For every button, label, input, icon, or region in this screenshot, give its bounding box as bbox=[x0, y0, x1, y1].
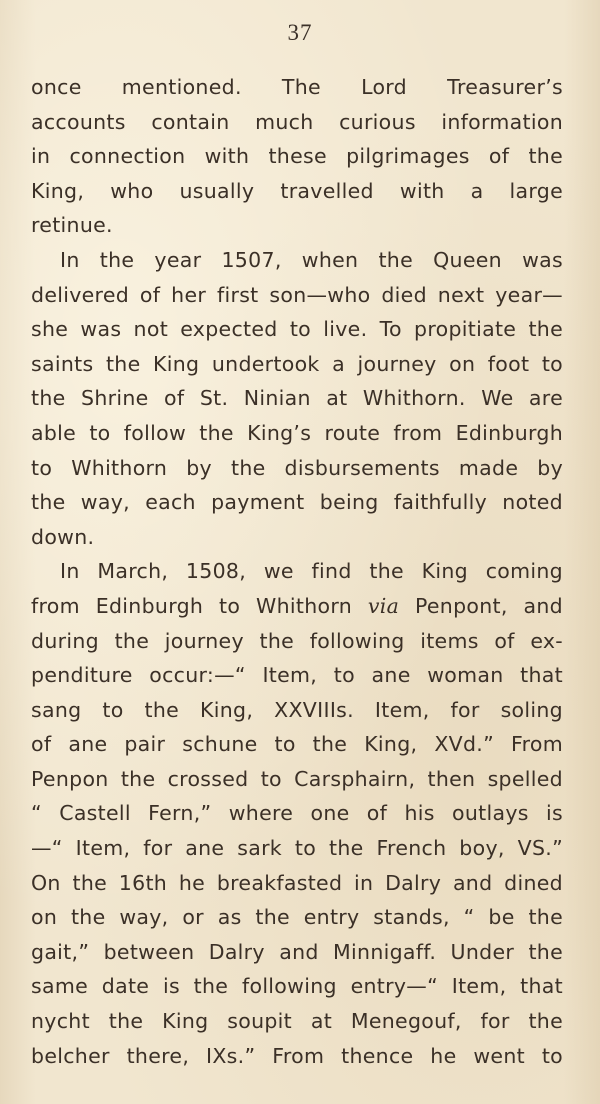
text-line: sang to the King, XXVIIIs. Item, for soling bbox=[31, 697, 563, 722]
text-line: nycht the King soupit at Menegouf, for the bbox=[31, 1009, 563, 1034]
text-line: in connection with these pilgrimages of the bbox=[31, 144, 563, 169]
page-number: 37 bbox=[287, 20, 313, 45]
text-line: belcher there, IXs.” From thence he went to bbox=[31, 1043, 563, 1068]
text-line: same date is the following entry—“ Item, that bbox=[31, 974, 563, 999]
italic-word: via bbox=[367, 593, 400, 618]
text-line: of ane pair schune to the King, XVd.” From bbox=[31, 732, 563, 757]
text-line: the way, each payment being faithfully noted bbox=[31, 490, 563, 515]
text-line: on the way, or as the entry stands, “ be the bbox=[31, 905, 563, 930]
text-line: King, who usually travelled with a large bbox=[31, 178, 563, 203]
line-start: from Edinburgh to Whithorn bbox=[31, 593, 352, 618]
text-line: she was not expected to live. To propitiate the bbox=[31, 317, 563, 342]
text-line: In March, 1508, we find the King coming bbox=[60, 559, 563, 584]
text-line: once mentioned. The Lord Treasurer’s bbox=[31, 75, 563, 99]
text-line: the Shrine of St. Ninian at Whithorn. We are bbox=[31, 386, 563, 411]
text-line-with-italic bbox=[31, 589, 563, 624]
text-line: able to follow the King’s route from Edinburgh bbox=[31, 420, 563, 445]
text-line: penditure occur:—“ Item, to ane woman that bbox=[31, 663, 563, 688]
text-line: On the 16th he breakfasted in Dalry and dined bbox=[31, 870, 563, 895]
text-line: delivered of her first son—who died next year— bbox=[31, 282, 563, 307]
text-line: —“ Item, for ane sark to the French boy, VS.” bbox=[31, 836, 563, 861]
body-text bbox=[31, 70, 563, 1073]
text-line: down. bbox=[31, 524, 95, 549]
text-line: saints the King undertook a journey on foot to bbox=[31, 351, 563, 376]
text-line: during the journey the following items of ex- bbox=[31, 628, 563, 653]
line-end: Penpont, and bbox=[414, 593, 563, 618]
text-line: retinue. bbox=[31, 213, 113, 238]
text-line: In the year 1507, when the Queen was bbox=[60, 247, 563, 272]
text-line: accounts contain much curious information bbox=[31, 109, 563, 134]
text-line: to Whithorn by the disbursements made by bbox=[31, 455, 563, 480]
text-line: “ Castell Fern,” where one of his outlays is bbox=[31, 801, 563, 826]
text-line: gait,” between Dalry and Minnigaff. Under the bbox=[31, 939, 563, 964]
text-line: Penpon the crossed to Carsphairn, then spelled bbox=[31, 766, 563, 791]
